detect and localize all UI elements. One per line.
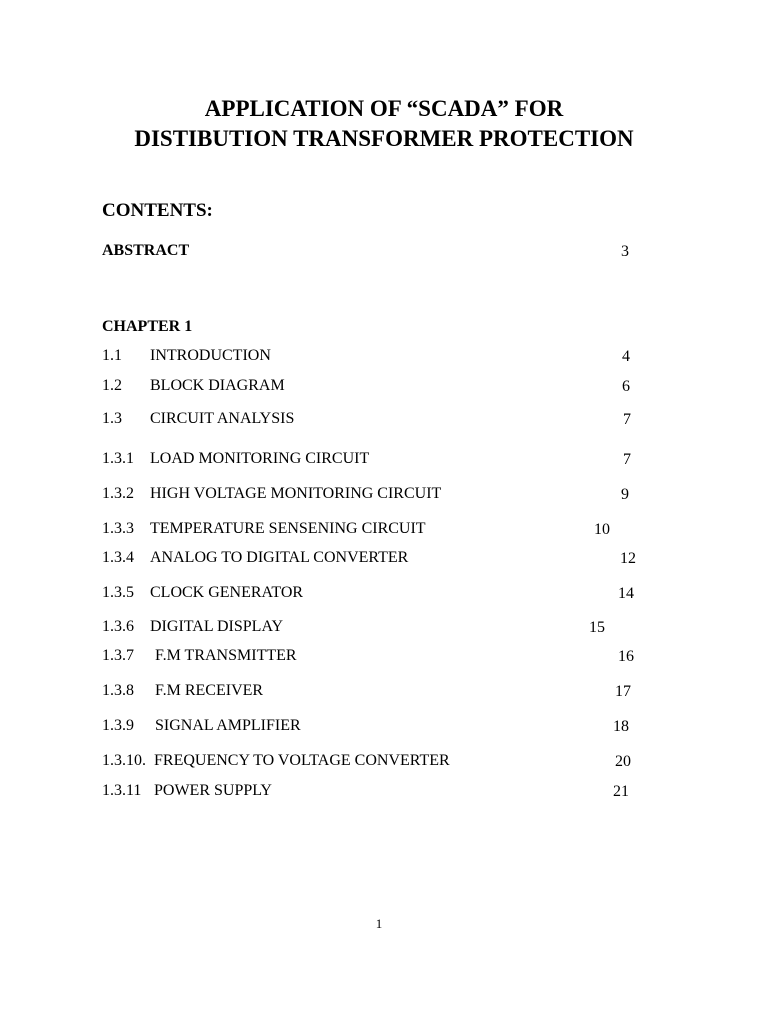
toc-entry-title: HIGH VOLTAGE MONITORING CIRCUIT [150, 485, 442, 502]
toc-entry-page: 6 [622, 378, 630, 395]
toc-entry-number: 1.3.10. [102, 752, 146, 769]
toc-entry-number: 1.3.8 [102, 682, 134, 699]
toc-entry-page: 16 [618, 648, 634, 665]
toc-entry-page: 7 [623, 411, 631, 428]
toc-entry-page: 20 [615, 753, 631, 770]
toc-entry-title: ANALOG TO DIGITAL CONVERTER [150, 549, 409, 566]
toc-entry-title: INTRODUCTION [150, 347, 271, 364]
toc-entry-page: 18 [613, 718, 629, 735]
toc-entry-number: 1.1 [102, 347, 122, 364]
toc-entry-page: 10 [594, 521, 610, 538]
toc-entry-number: 1.3.5 [102, 584, 134, 601]
toc-entry-page: 9 [621, 486, 629, 503]
document-title-line-1: APPLICATION OF “SCADA” FOR [204, 96, 564, 121]
abstract-label: ABSTRACT [102, 242, 190, 259]
toc-entry-title: FREQUENCY TO VOLTAGE CONVERTER [154, 752, 450, 769]
toc-entry-title: CLOCK GENERATOR [150, 584, 304, 601]
toc-entry-page: 14 [618, 585, 634, 602]
toc-entry-page: 12 [620, 550, 636, 567]
toc-entry-title: LOAD MONITORING CIRCUIT [150, 450, 370, 467]
toc-entry-number: 1.3.6 [102, 618, 134, 635]
toc-entry-title: CIRCUIT ANALYSIS [150, 410, 295, 427]
chapter-heading: CHAPTER 1 [102, 318, 193, 335]
toc-entry-number: 1.2 [102, 377, 122, 394]
toc-entry-title: BLOCK DIAGRAM [150, 377, 285, 394]
document-title-line-2: DISTIBUTION TRANSFORMER PROTECTION [134, 126, 634, 151]
toc-entry-number: 1.3.9 [102, 717, 134, 734]
toc-entry-number: 1.3.11 [102, 782, 142, 799]
toc-entry-page: 17 [615, 683, 631, 700]
toc-entry-number: 1.3 [102, 410, 122, 427]
toc-entry-page: 15 [589, 619, 605, 636]
toc-entry-title: F.M TRANSMITTER [155, 647, 297, 664]
toc-entry-title: DIGITAL DISPLAY [150, 618, 284, 635]
toc-entry-number: 1.3.7 [102, 647, 134, 664]
toc-entry-number: 1.3.1 [102, 450, 134, 467]
toc-entry-number: 1.3.2 [102, 485, 134, 502]
abstract-page: 3 [621, 243, 629, 260]
toc-entry-title: POWER SUPPLY [154, 782, 272, 799]
contents-heading: CONTENTS: [102, 200, 213, 221]
toc-entry-title: TEMPERATURE SENSENING CIRCUIT [150, 520, 426, 537]
toc-entry-number: 1.3.4 [102, 549, 134, 566]
toc-entry-title: F.M RECEIVER [155, 682, 264, 699]
toc-entry-number: 1.3.3 [102, 520, 134, 537]
toc-entry-page: 4 [622, 348, 630, 365]
toc-entry-title: SIGNAL AMPLIFIER [155, 717, 301, 734]
page-number: 1 [375, 916, 383, 931]
toc-entry-page: 21 [613, 783, 629, 800]
toc-entry-page: 7 [623, 451, 631, 468]
